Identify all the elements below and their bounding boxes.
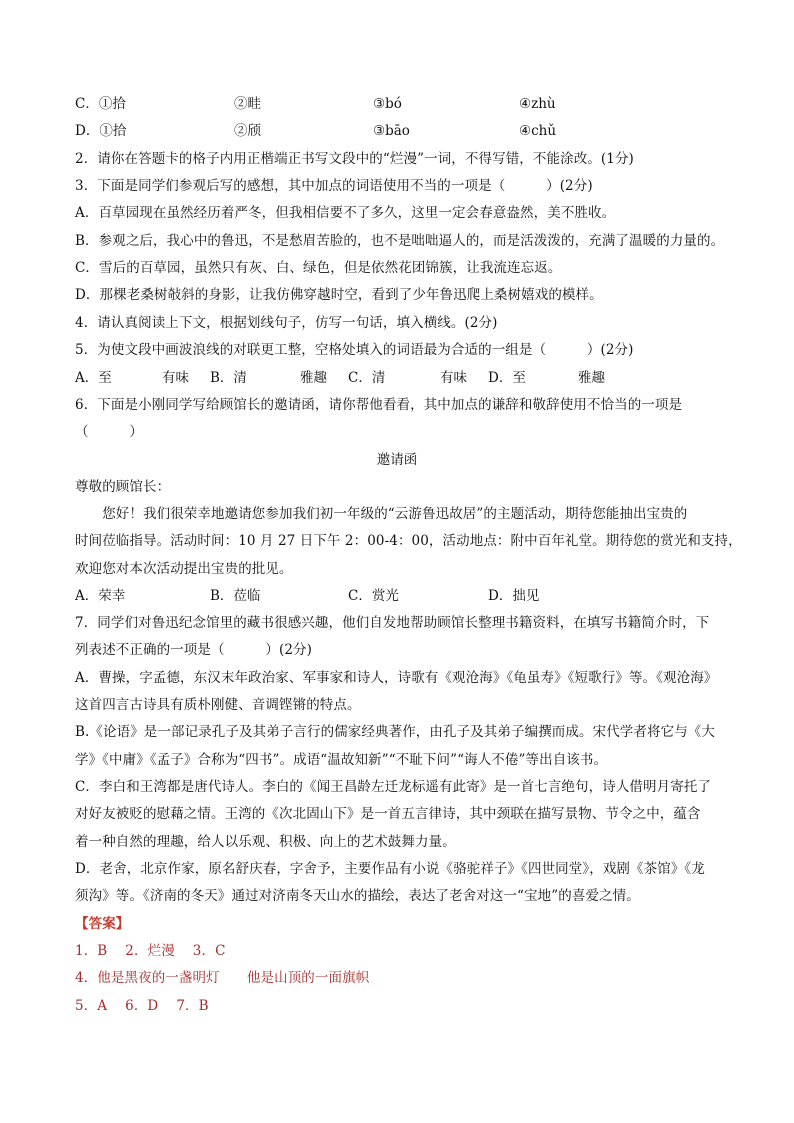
option-text: D．①拾 xyxy=(75,123,127,139)
option-text: A．荣幸 xyxy=(75,588,126,604)
question-2: 2．请你在答题卡的格子内用正楷端正书写文段中的“烂漫”一词，不得写错，不能涂改。(1分) xyxy=(75,151,634,167)
question-7-option-c: 着一种自然的理趣，给人以乐观、积极、向上的艺术鼓舞力量。 xyxy=(75,834,456,850)
question-7-option-c: C．李白和王湾都是唐代诗人。李白的《闻王昌龄左迁龙标遥有此寄》是一首七言绝句，诗人借明月寄托了 xyxy=(75,779,712,795)
option-text: D．至 xyxy=(488,370,526,386)
option-text: 有味 xyxy=(162,370,189,386)
option-text: B．莅临 xyxy=(210,588,261,604)
option-text: C．清 xyxy=(348,370,386,386)
question-3-option-a: A．百草园现在虽然经历着严冬，但我相信要不了多久，这里一定会春意盎然，美不胜收。 xyxy=(75,205,616,221)
question-7-option-a: 这首四言古诗具有质朴刚健、音调铿锵的特点。 xyxy=(75,697,361,713)
letter-body-line: 时间莅临指导。活动时间：10 月 27 日下午 2：00-4：00，活动地点：附中百年礼堂。期待您的赏光和支持， xyxy=(75,533,742,549)
option-text: 雅趣 xyxy=(300,370,327,386)
option-text: A．至 xyxy=(75,370,112,386)
option-text: ②畦 xyxy=(234,96,261,112)
question-7-option-d: D．老舍，北京作家，原名舒庆春，字舍予，主要作品有小说《骆驼祥子》《四世同堂》，戏剧《茶馆》《龙 xyxy=(75,861,705,877)
question-5-stem: 5．为使文段中画波浪线的对联更工整，空格处填入的词语最为合适的一组是（ ）(2分) xyxy=(75,342,634,358)
question-6-stem: 6．下面是小刚同学写给顾馆长的邀请函，请你帮他看看，其中加点的谦辞和敬辞使用不恰当的一项是 xyxy=(75,397,683,413)
answer-line: 4．他是黑夜的一盏明灯 他是山顶的一面旗帜 xyxy=(75,970,370,986)
question-7-stem: 列表述不正确的一项是（ ）(2分) xyxy=(75,642,313,658)
answer-line: 5．A 6．D 7．B xyxy=(75,998,209,1014)
letter-body-line: 欢迎您对本次活动提出宝贵的批见。 xyxy=(75,561,293,577)
option-text: 有味 xyxy=(440,370,467,386)
question-7-option-a: A．曹操，字孟德，东汉末年政治家、军事家和诗人，诗歌有《观沧海》《龟虽寿》《短歌行》等。《观沧海》 xyxy=(75,670,718,686)
letter-body-line: 您好！我们很荣幸地邀请您参加我们初一年级的“云游鲁迅故居”的主题活动，期待您能抽出宝贵的 xyxy=(75,506,688,522)
option-text: ③bó xyxy=(373,96,402,112)
option-text: C．①拾 xyxy=(75,96,126,112)
letter-title: 邀请函 xyxy=(376,452,418,468)
letter-salutation: 尊敬的顾馆长： xyxy=(75,479,171,495)
option-text: D．拙见 xyxy=(488,588,540,604)
question-7-stem: 7．同学们对鲁迅纪念馆里的藏书很感兴趣，他们自发地帮助顾馆长整理书籍资料，在填写书籍简介时，下 xyxy=(75,615,710,631)
question-3-stem: 3．下面是同学们参观后写的感想，其中加点的词语使用不当的一项是（ ）(2分) xyxy=(75,178,593,194)
option-text: ④zhù xyxy=(519,96,556,112)
option-text: 雅趣 xyxy=(578,370,605,386)
option-text: ③bāo xyxy=(373,123,410,139)
answer-heading: 【答案】 xyxy=(75,916,130,932)
option-text: C．赏光 xyxy=(348,588,399,604)
option-text: B．清 xyxy=(210,370,247,386)
question-4: 4．请认真阅读上下文，根据划线句子，仿写一句话，填入横线。(2分) xyxy=(75,315,498,331)
question-3-option-b: B．参观之后，我心中的鲁迅，不是愁眉苦脸的，也不是咄咄逼人的，而是活泼泼的，充满了温暖的力量的。 xyxy=(75,233,725,249)
question-7-option-d: 须沟》等。《济南的冬天》通过对济南冬天山水的描绘，表达了老舍对这一“宝地”的喜爱之情。 xyxy=(75,888,640,904)
question-3-option-d: D．那棵老桑树敧斜的身影，让我仿佛穿越时空，看到了少年鲁迅爬上桑树嬉戏的模样。 xyxy=(75,287,603,303)
question-7-option-b: B.《论语》是一部记录孔子及其弟子言行的儒家经典著作，由孔子及其弟子编撰而成。宋代学者将它与《大 xyxy=(75,724,716,740)
question-3-option-c: C．雪后的百草园，虽然只有灰、白、绿色，但是依然花团锦簇，让我流连忘返。 xyxy=(75,260,562,276)
option-text: ④chǔ xyxy=(519,123,557,139)
question-7-option-b: 学》《中庸》《孟子》合称为“四书”。成语“温故知新”“不耻下问”“诲人不倦”等出自该书。 xyxy=(75,752,608,768)
question-6-paren: （ ） xyxy=(75,424,143,440)
option-text: ②颀 xyxy=(234,123,261,139)
question-7-option-c: 对好友被贬的慰藉之情。王湾的《次北固山下》是一首五言律诗，其中颈联在描写景物、节令之中，蕴含 xyxy=(75,806,701,822)
answer-line: 1．B 2．烂漫 3．C xyxy=(75,943,226,959)
